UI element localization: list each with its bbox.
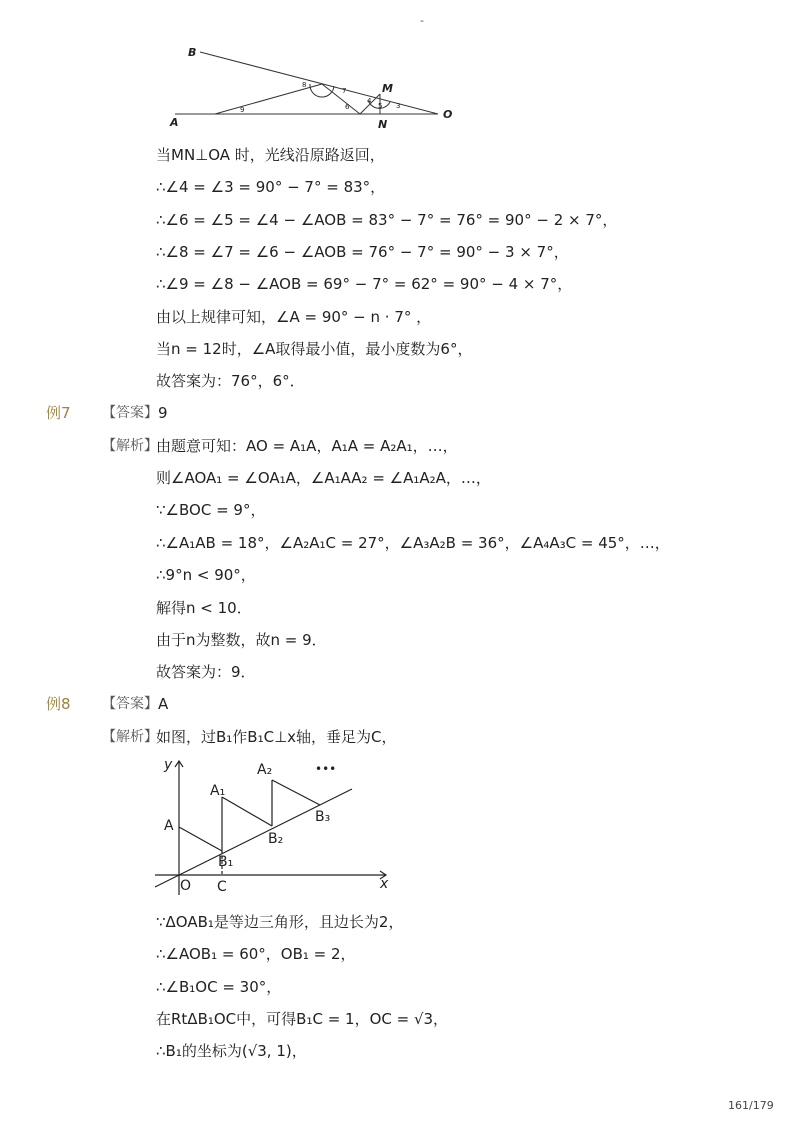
label-x: x [380, 876, 389, 892]
label-y: y [164, 757, 173, 773]
ex8-line-2: ∴∠AOB₁ = 60°，OB₁ = 2， [156, 945, 356, 963]
ex7-answer-tag: 【答案】 [102, 405, 158, 421]
ex8-analysis-first: 如图，过B₁作B₁C⊥x轴，垂足为C， [156, 728, 397, 746]
ex7-analysis-tag: 【解析】 [102, 438, 158, 454]
ex7-line-3: ∴∠A₁AB = 18°，∠A₂A₁C = 27°，∠A₃A₂B = 36°，∠A₄A₃C = 45°，…， [156, 534, 670, 552]
ex7-line-1: 则∠AOA₁ = ∠OA₁A，∠A₁AA₂ = ∠A₁A₂A，…， [156, 469, 491, 487]
label-dots: ••• [315, 762, 337, 776]
ex6-line-5: ∴∠9 = ∠8 − ∠AOB = 69° − 7° = 62° = 90° − 4 × 7°， [156, 275, 573, 293]
ray-OB [200, 52, 438, 114]
ex6-line-8: 故答案为：76°，6°． [156, 372, 305, 390]
angle-label-3: 3 [396, 102, 401, 110]
ex8-line-3: ∴∠B₁OC = 30°， [156, 978, 282, 996]
label-A: A [170, 116, 179, 129]
label-A2: A₂ [257, 762, 273, 778]
ex6-line-1: 当MN⊥OA 时，光线沿原路返回， [156, 146, 385, 164]
angle-label-5: 5 [378, 102, 383, 110]
ex8-answer: A [158, 695, 169, 713]
ex7-analysis-first: 由题意可知：AO = A₁A，A₁A = A₂A₁，…， [156, 437, 458, 455]
label-B1: B₁ [218, 854, 234, 870]
label-N: N [378, 118, 388, 130]
reflection-diagram [160, 40, 460, 130]
header-mark: - [420, 14, 424, 27]
slant-line [155, 789, 352, 887]
label-A2pt: A [164, 818, 174, 834]
ex7-answer: 9 [158, 404, 168, 422]
label-B: B [188, 46, 197, 59]
ex6-line-3: ∴∠6 = ∠5 = ∠4 − ∠AOB = 83° − 7° = 76° = 90° − 2 × 7°， [156, 211, 618, 229]
ex6-line-6: 由以上规律可知，∠A = 90° − n · 7° ， [156, 308, 432, 326]
segment-A2-B3 [272, 780, 320, 805]
ex6-line-7: 当n = 12时，∠A取得最小值，最小度数为6°， [156, 340, 473, 358]
angle-label-4: 4 [367, 97, 372, 105]
label-B3: B₃ [315, 809, 331, 825]
label-O: O [443, 108, 453, 121]
ex7-label: 例7 [46, 404, 71, 422]
ex7-line-4: ∴9°n < 90°， [156, 566, 256, 584]
ex8-label: 例8 [46, 695, 71, 713]
angle-label-7: 7 [342, 87, 347, 95]
ex7-line-2: ∵∠BOC = 9°， [156, 501, 266, 519]
ex6-line-2: ∴∠4 = ∠3 = 90° − 7° = 83°， [156, 178, 386, 196]
angle-label-8: 8 [302, 81, 307, 89]
ex7-line-6: 由于n为整数，故n = 9． [156, 631, 327, 649]
segment-A-B1 [179, 827, 222, 851]
label-B2: B₂ [268, 831, 284, 847]
label-C: C [217, 879, 227, 895]
ex6-line-4: ∴∠8 = ∠7 = ∠6 − ∠AOB = 76° − 7° = 90° − 3 × 7°， [156, 243, 569, 261]
segment-A1-B2 [222, 797, 272, 826]
ex8-analysis-tag: 【解析】 [102, 729, 158, 745]
ex8-line-4: 在RtΔB₁OC中，可得B₁C = 1，OC = √3， [156, 1010, 449, 1028]
label-M: M [382, 82, 393, 95]
coordinate-diagram [150, 755, 400, 900]
ex8-answer-tag: 【答案】 [102, 696, 158, 712]
angle-label-6: 6 [345, 103, 350, 111]
label-A1: A₁ [210, 783, 226, 799]
label-O2: O [180, 878, 192, 894]
ex7-line-7: 故答案为：9． [156, 663, 256, 681]
page-number: 161/179 [728, 1099, 774, 1112]
ex7-line-5: 解得n < 10． [156, 599, 252, 617]
ex8-line-5: ∴B₁的坐标为(√3, 1)， [156, 1042, 307, 1060]
ex8-line-1: ∵ΔOAB₁是等边三角形，且边长为2， [156, 913, 404, 931]
angle-label-9: 9 [240, 106, 245, 114]
